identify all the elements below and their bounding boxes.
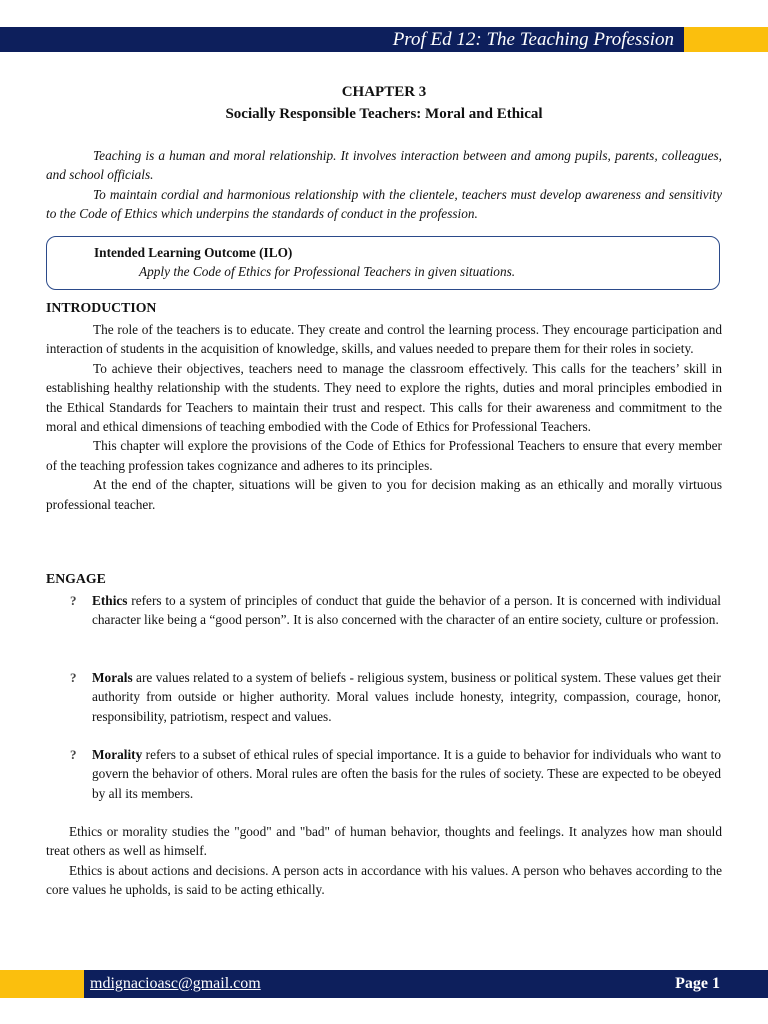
footer-email-link[interactable]: mdignacioasc@gmail.com: [90, 975, 261, 992]
introduction-heading: INTRODUCTION: [46, 300, 157, 315]
header-title: Prof Ed 12: The Teaching Profession: [392, 29, 674, 50]
chapter-number: CHAPTER 3: [341, 84, 427, 100]
question-mark-icon: ?: [70, 593, 77, 608]
engage-heading: ENGAGE: [46, 571, 106, 586]
closing-paragraph: Ethics is about actions and decisions. A person acts in accordance with his values. A person who behaves according to the core values he upholds, is said to be acting ethically.: [46, 862, 722, 898]
question-mark-icon: ?: [70, 747, 77, 762]
engage-item-ethics: [70, 591, 721, 630]
footer-bar: [84, 970, 768, 998]
ilo-title: Intended Learning Outcome (ILO): [94, 245, 293, 260]
intro-paragraph: To achieve their objectives, teachers need to manage the classroom effectively. This calls for the teachers’ skill in establishing healthy relationship with the students. They need to explore the rights, duties and moral principles embodied in the Ethical Standards for Teachers to maintain their trust and respect. This calls for their awareness and commitment to the moral and ethical dimensions of teaching embodied with the Code of Ethics for Professional Teachers.: [46, 360, 722, 435]
closing-paragraph: Ethics or morality studies the "good" and "bad" of human behavior, thoughts and feelings. It analyzes how man should treat others as well as himself.: [46, 824, 722, 859]
chapter-title: Socially Responsible Teachers: Moral and Ethical: [225, 106, 543, 122]
question-mark-icon: ?: [70, 670, 77, 685]
engage-definition: refers to a subset of ethical rules of special importance. It is a guide to behavior for individuals who want to govern the behavior of others. Moral rules are often the basis for the rules of society. These are expected to be obeyed by all its members.: [92, 747, 721, 801]
engage-item-morals: [70, 668, 721, 726]
intro-paragraph: The role of the teachers is to educate. They create and control the learning process. They encourage participation and interaction of students in the acquisition of knowledge, skills, and values needed to prepare them for their roles in society.: [46, 322, 722, 357]
engage-term: Morals: [92, 670, 133, 685]
page-number: Page 1: [675, 975, 720, 992]
header-accent: [684, 27, 768, 52]
closing-body: [46, 822, 722, 900]
introduction-body: [46, 320, 722, 514]
engage-term: Ethics: [92, 593, 128, 608]
intro-line-2: To maintain cordial and harmonious relationship with the clientele, teachers must develop awareness and sensitivity to the Code of Ethics which underpins the standards of conduct in the profession.: [46, 186, 722, 222]
intro-paragraph: This chapter will explore the provisions of the Code of Ethics for Professional Teachers to ensure that every member of the teaching profession takes cognizance and adheres to its principles.: [46, 438, 722, 473]
header-bar: [0, 27, 684, 52]
engage-definition: are values related to a system of beliefs - religious system, business or political system. These values get their authority from outside or higher authority. Moral values include honesty, integrity, compassion, courage, honor, responsibility, patriotism, respect and values.: [92, 670, 721, 724]
ilo-box: [46, 236, 720, 290]
engage-term: Morality: [92, 747, 143, 762]
footer-accent: [0, 970, 84, 998]
intro-line-1: Teaching is a human and moral relationship. It involves interaction between and among pupils, parents, colleagues, and school officials.: [46, 148, 722, 183]
chapter-intro: [46, 146, 722, 224]
engage-definition: refers to a system of principles of conduct that guide the behavior of a person. It is concerned with individual character like being a “good person”. It is also concerned with the character of an entire society, culture or profession.: [92, 593, 721, 628]
intro-paragraph: At the end of the chapter, situations will be given to you for decision making as an ethically and morally virtuous professional teacher.: [46, 477, 722, 512]
engage-item-morality: [70, 745, 721, 803]
ilo-text: Apply the Code of Ethics for Professional Teachers in given situations.: [139, 264, 516, 279]
